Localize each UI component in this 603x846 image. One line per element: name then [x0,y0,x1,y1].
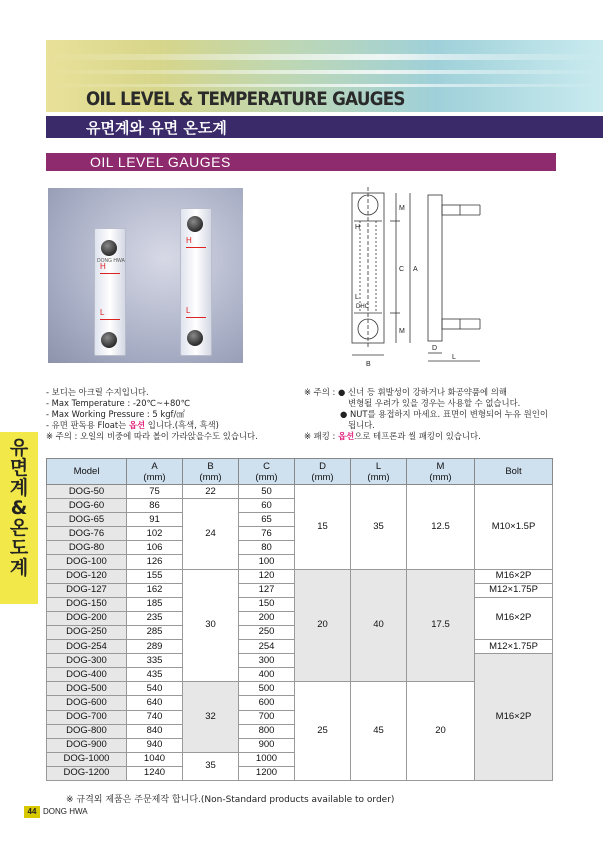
cell-c: 250 [239,625,295,639]
cell-c: 60 [239,499,295,513]
cell-model: DOG-60 [47,499,127,513]
cell-b: 22 [183,485,239,499]
note-line: - Max Working Pressure : 5 kgf/㎠ [46,409,185,419]
footnote: ※ 규격외 제품은 주문제작 합니다.(Non-Standard products available to order) [66,795,395,805]
cell-c: 76 [239,527,295,541]
cell-c: 80 [239,541,295,555]
cell-a: 335 [127,654,183,668]
low-mark: L [186,306,191,315]
cell-b: 32 [183,682,239,752]
dimension-drawing [330,183,500,368]
cell-a: 289 [127,640,183,654]
cell-c: 900 [239,738,295,752]
high-line [100,273,120,274]
high-line [186,247,206,248]
note-line: ● NUT를 용접하지 마세요. 표면이 변형되어 누유 원인이 [340,409,548,419]
cell-model: DOG-80 [47,541,127,555]
cell-a: 940 [127,738,183,752]
cell-bolt: M10×1.5P [475,485,553,570]
note-line: 변형될 우려가 있을 경우는 사용할 수 없습니다. [348,398,521,408]
cell-l: 35 [351,485,407,570]
cell-c: 120 [239,569,295,583]
cell-d: 25 [295,682,351,781]
product-photo [48,188,243,363]
col-header-b: B (mm) [183,459,239,485]
page-title-en: OIL LEVEL & TEMPERATURE GAUGES [86,88,405,110]
cell-model: DOG-76 [47,527,127,541]
dim-label-m-top: M [399,205,405,212]
dim-label-m-bottom: M [399,328,405,335]
cell-a: 285 [127,625,183,639]
cell-a: 185 [127,597,183,611]
col-header-l: L (mm) [351,459,407,485]
cell-d: 15 [295,485,351,570]
col-header-model: Model [47,459,127,485]
table-header-row [47,459,553,485]
cell-a: 75 [127,485,183,499]
dim-label-a: A [413,266,418,273]
cell-model: DOG-600 [47,696,127,710]
cell-b: 30 [183,569,239,682]
option-highlight: 옵션 [128,420,146,430]
col-header-bolt: Bolt [475,459,553,485]
cell-model: DOG-800 [47,724,127,738]
cell-model: DOG-1200 [47,766,127,780]
cell-model: DOG-300 [47,654,127,668]
cell-c: 127 [239,583,295,597]
cell-c: 200 [239,611,295,625]
cell-c: 150 [239,597,295,611]
cell-a: 235 [127,611,183,625]
col-header-c: C (mm) [239,459,295,485]
notes-right [304,387,548,442]
side-tab-label: 유 면 계 & 온 도 계 [9,437,29,579]
cell-c: 300 [239,654,295,668]
cell-bolt: M16×2P [475,569,553,583]
page-title-ko: 유면계와 유면 온도계 [86,119,227,137]
dim-label-c: C [399,266,405,273]
cell-c: 100 [239,555,295,569]
cell-bolt: M16×2P [475,654,553,781]
cell-a: 1240 [127,766,183,780]
cell-model: DOG-1000 [47,752,127,766]
cell-a: 126 [127,555,183,569]
drawing-mark-h: H [355,224,361,231]
col-header-d: D (mm) [295,459,351,485]
cell-a: 162 [127,583,183,597]
cell-a: 106 [127,541,183,555]
cell-bolt: M16×2P [475,597,553,639]
notes-left [46,387,258,442]
cell-bolt: M12×1.75P [475,640,553,654]
footer-brand: DONG HWA [43,807,88,816]
cell-model: DOG-127 [47,583,127,597]
cell-c: 1200 [239,766,295,780]
table-row [47,569,553,583]
cell-model: DOG-250 [47,625,127,639]
cell-m: 17.5 [407,569,475,682]
high-mark: H [186,236,192,245]
cell-c: 50 [239,485,295,499]
note-line: ※ 주의 : 오일의 비중에 따라 볼이 가라앉을수도 있습니다. [46,431,258,441]
col-header-a: A (mm) [127,459,183,485]
cell-c: 600 [239,696,295,710]
cell-a: 102 [127,527,183,541]
dim-label-b: B [366,361,371,368]
note-line: - 유면 판독용 Float는 옵션 입니다.(흑색, 흑색) [46,420,219,430]
cell-c: 254 [239,640,295,654]
cell-m: 12.5 [407,485,475,570]
cell-c: 400 [239,668,295,682]
nut-icon [187,330,203,346]
cell-a: 540 [127,682,183,696]
cell-model: DOG-150 [47,597,127,611]
nut-icon [187,216,203,232]
low-mark: L [100,308,105,317]
cell-model: DOG-200 [47,611,127,625]
col-header-m: M (mm) [407,459,475,485]
drawing-mark-brand: DHC [356,304,369,310]
cell-model: DOG-900 [47,738,127,752]
cell-c: 500 [239,682,295,696]
note-line: 됩니다. [348,420,375,430]
page-number: 44 [24,806,40,818]
note-line: ※ 주의 : ● 신너 등 휘발성이 강하거나 화공약품에 의해 [304,387,507,397]
cell-model: DOG-500 [47,682,127,696]
nut-icon [101,240,117,256]
dim-label-l: L [452,354,456,361]
dim-label-d: D [432,345,438,352]
cell-a: 740 [127,710,183,724]
cell-model: DOG-700 [47,710,127,724]
note-line: - 보디는 아크릴 수지입니다. [46,387,149,397]
cell-bolt: M12×1.75P [475,583,553,597]
cell-a: 840 [127,724,183,738]
cell-a: 86 [127,499,183,513]
section-title: OIL LEVEL GAUGES [90,154,231,170]
cell-model: DOG-100 [47,555,127,569]
drawing-mark-l: L [355,294,359,301]
cell-m: 20 [407,682,475,781]
cell-c: 1000 [239,752,295,766]
cell-a: 1040 [127,752,183,766]
low-line [100,319,120,320]
cell-a: 155 [127,569,183,583]
cell-a: 435 [127,668,183,682]
table-row [47,485,553,499]
cell-c: 800 [239,724,295,738]
high-mark: H [100,262,106,271]
spec-table [46,458,553,781]
cell-a: 640 [127,696,183,710]
cell-model: DOG-254 [47,640,127,654]
cell-model: DOG-65 [47,513,127,527]
cell-b: 35 [183,752,239,780]
cell-d: 20 [295,569,351,682]
nut-icon [101,332,117,348]
option-highlight: 옵션 [338,431,355,441]
cell-c: 700 [239,710,295,724]
cell-c: 65 [239,513,295,527]
note-line: ※ 패킹 : 옵션으로 테프론과 씰 패킹이 있습니다. [304,431,481,441]
cell-a: 91 [127,513,183,527]
cell-b: 24 [183,499,239,569]
low-line [186,317,206,318]
cell-l: 40 [351,569,407,682]
gauge-brand: DONG HWA [97,258,125,264]
cell-l: 45 [351,682,407,781]
table-body [47,485,553,781]
cell-model: DOG-50 [47,485,127,499]
cell-model: DOG-120 [47,569,127,583]
note-line: - Max Temperature : -20℃~+80℃ [46,398,191,408]
cell-model: DOG-400 [47,668,127,682]
